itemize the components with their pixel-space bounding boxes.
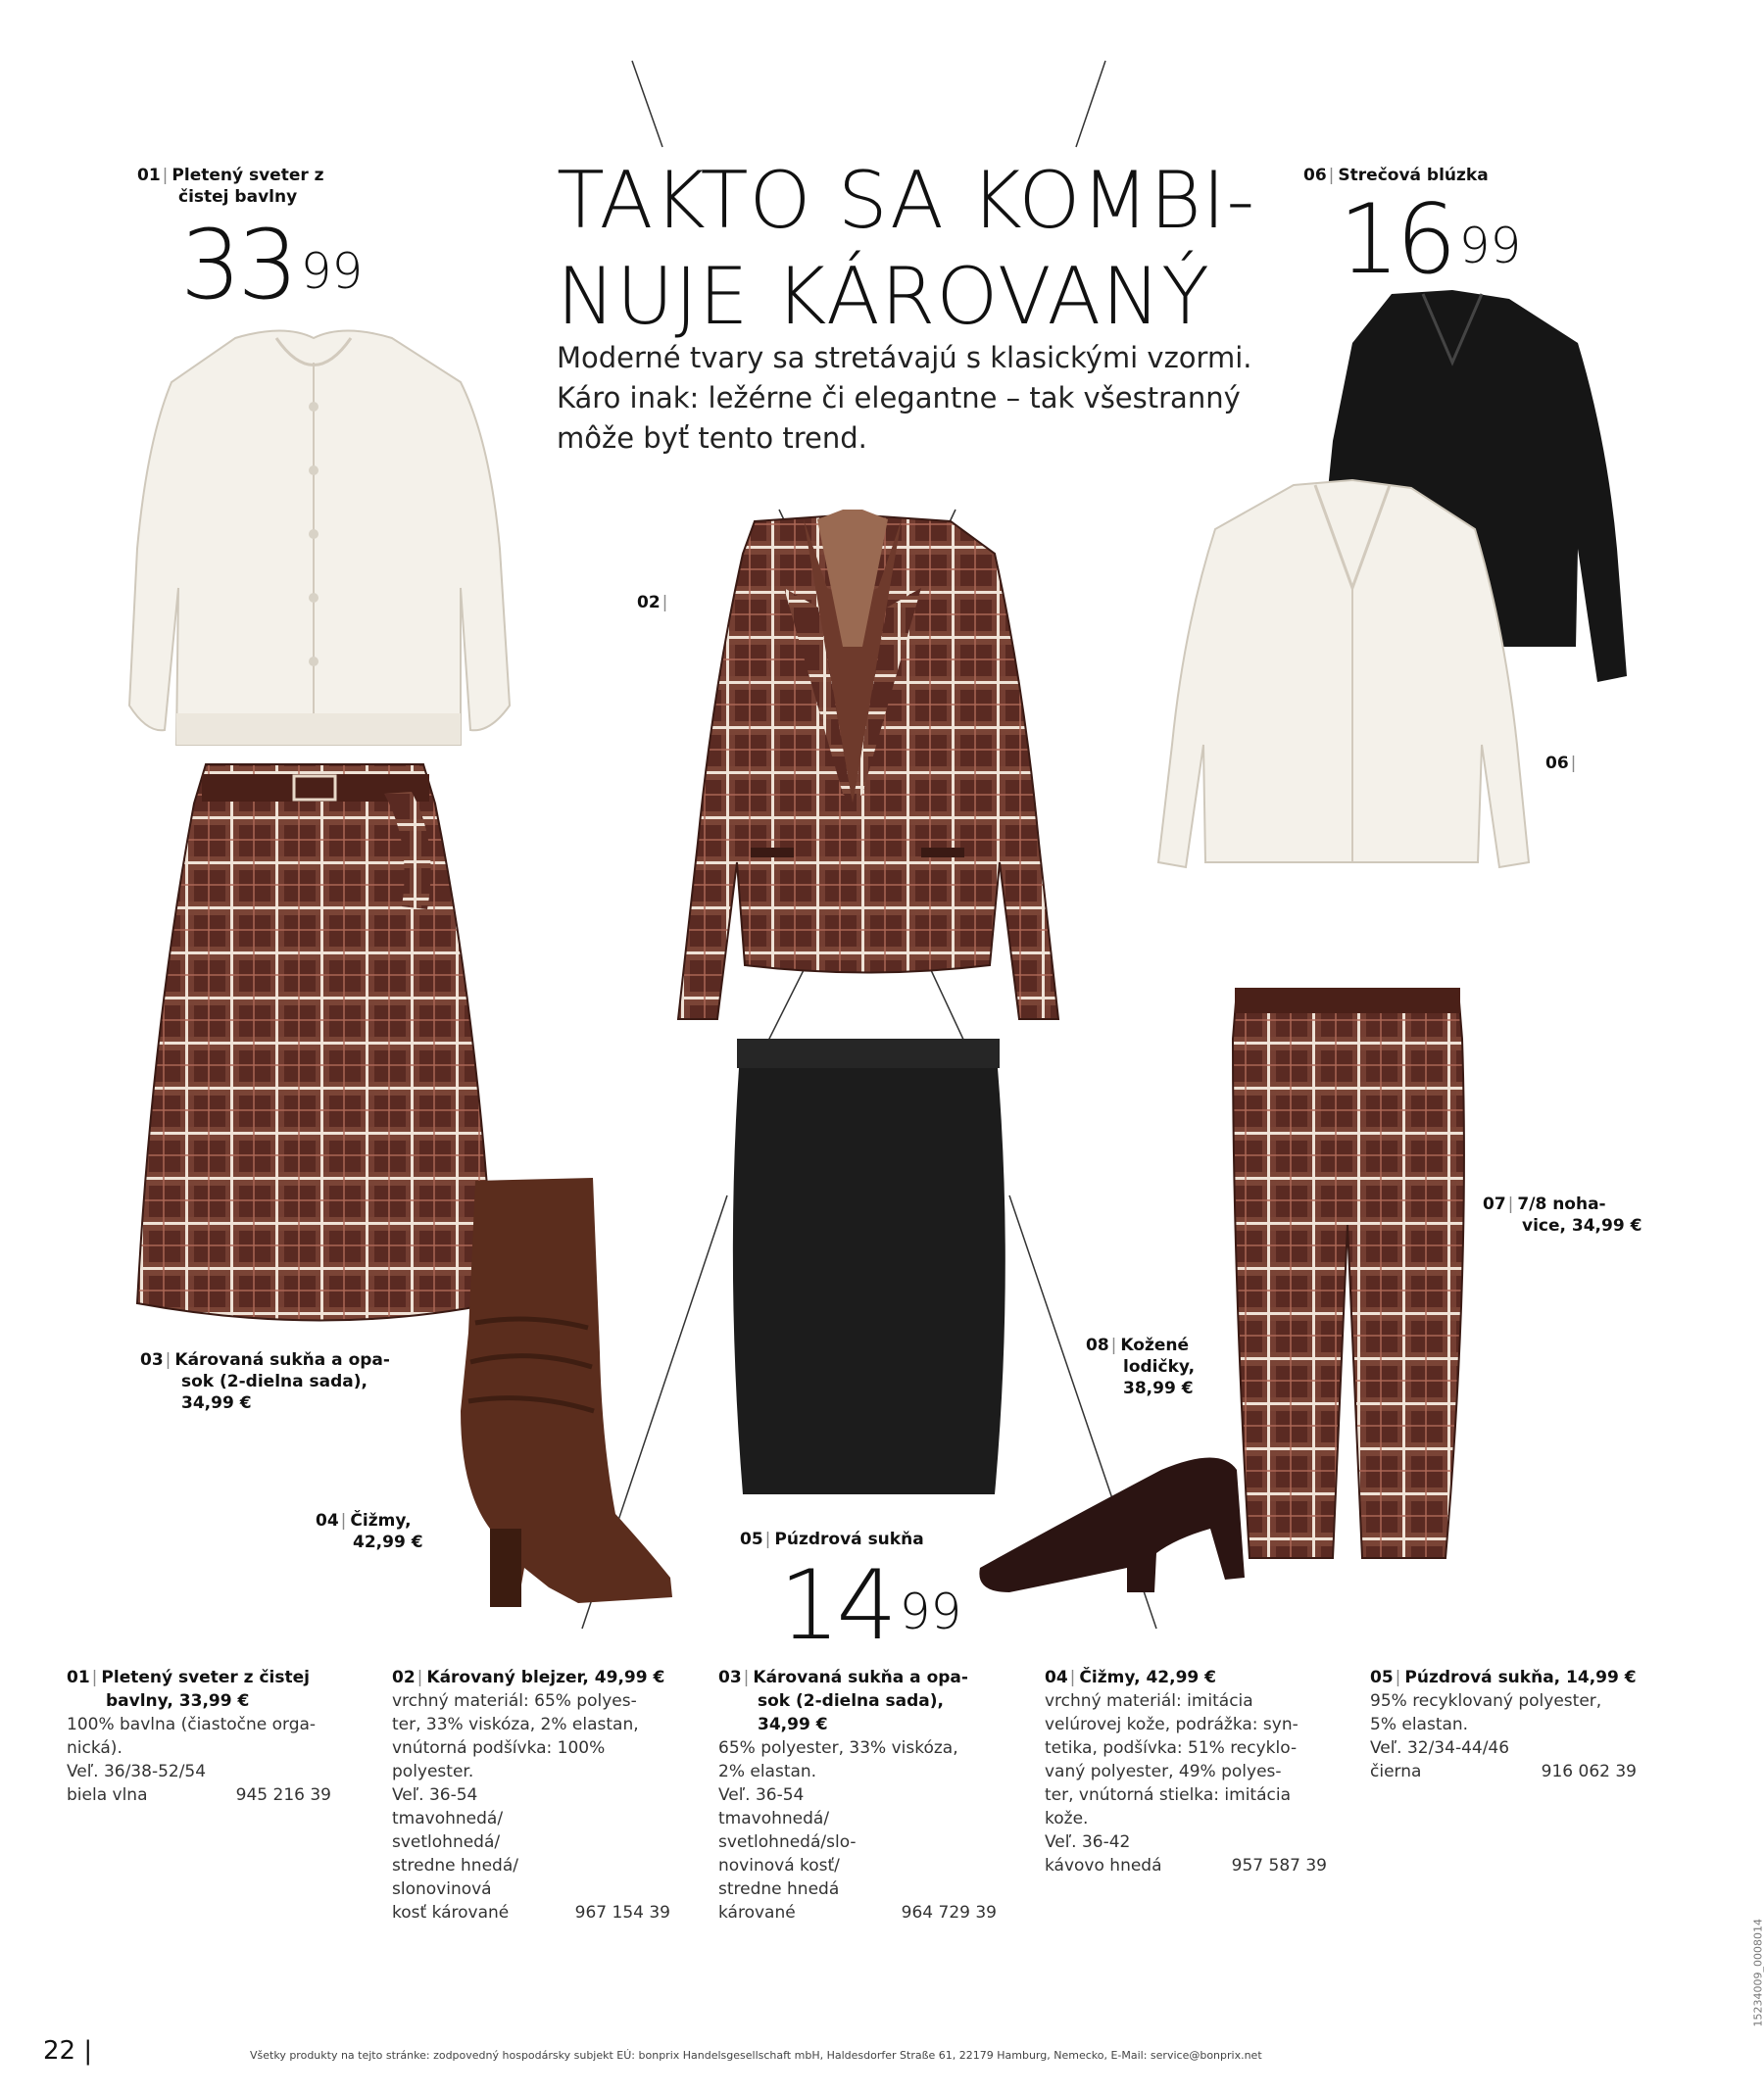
spec-code: 916 062 39: [1541, 1762, 1637, 1781]
intro-line: Moderné tvary sa stretávajú s klasickými vzormi.: [557, 341, 1252, 374]
item-number: 01: [67, 1668, 90, 1687]
label-text: Kožené: [1120, 1336, 1190, 1355]
spec-code: 964 729 39: [901, 1903, 997, 1923]
spec-color: čierna: [1370, 1762, 1422, 1781]
item-number: 03: [140, 1350, 164, 1370]
plaid-trousers-image: [1233, 988, 1464, 1558]
price-05: [779, 1550, 962, 1662]
label-text: 7/8 noha-: [1517, 1194, 1606, 1214]
label-08: 08 | Kožené lodičky, 38,99 €: [1086, 1336, 1196, 1398]
spec-line: Veľ. 36/38-52/54: [67, 1762, 207, 1781]
cardigan-image: [129, 331, 510, 746]
spec-color: biela vlna: [67, 1785, 148, 1805]
spec-line: polyester.: [392, 1762, 474, 1781]
pencil-skirt-image: [733, 1039, 1005, 1494]
vertical-code: 15234009_0008014: [1751, 1919, 1764, 2027]
item-number: 03: [718, 1668, 742, 1687]
label-01: 01 | Pletený sveter z čistej bavlny: [137, 166, 324, 207]
label-text: Pletený sveter z: [172, 166, 324, 185]
label-03: 03 | Károvaná sukňa a opa- sok (2-dielna sada), 34,99 €: [140, 1350, 390, 1413]
label-02: 02 |: [637, 593, 668, 612]
spec-02: 02 | Károvaný blejzer, 49,99 € vrchný materiál: 65% polyes- ter, 33% viskóza, 2% elastan, vnútorná podšívka: 100% polyester. Veľ. 36-54 tmavohnedá/ svetlohnedá/ stredne hnedá/ slonovinová kosť kárované 967 154 39: [392, 1668, 670, 1923]
label-text: Čižmy,: [350, 1511, 412, 1531]
spec-line: vaný polyester, 49% polyes-: [1045, 1762, 1282, 1781]
page-number: 22 |: [43, 2036, 93, 2066]
item-number: 04: [316, 1511, 339, 1531]
label-text: Strečová blúzka: [1338, 166, 1489, 185]
item-number: 04: [1045, 1668, 1068, 1687]
plaid-skirt-image: [137, 764, 495, 1321]
spec-color: kárované: [718, 1903, 796, 1923]
spec-title: bavlny, 33,99 €: [106, 1691, 250, 1711]
white-blouse-image: [1158, 480, 1529, 867]
item-number: 05: [1370, 1668, 1394, 1687]
spec-title: Čižmy, 42,99 €: [1079, 1668, 1216, 1687]
price-main: 14: [779, 1550, 894, 1662]
price-cents: 99: [899, 1584, 962, 1640]
boot-image: [461, 1178, 672, 1607]
intro-line: môže byť tento trend.: [557, 421, 867, 455]
spec-title: Pletený sveter z čistej: [101, 1668, 310, 1687]
headline: [557, 153, 1255, 345]
footer-legal-text: Všetky produkty na tejto stránke: zodpovedný hospodársky subjekt EÚ: bonprix Handelsgesellschaft mbH, Haldesdorfer Straße 61, 22179 Hamburg, Nemecko, E-Mail: service@bonprix.net: [250, 2049, 1262, 2062]
label-text: 38,99 €: [1123, 1379, 1194, 1398]
item-number: 02: [637, 593, 661, 612]
deco-line: [632, 61, 662, 147]
spec-color: kávovo hnedá: [1045, 1856, 1162, 1876]
spec-line: 5% elastan.: [1370, 1715, 1469, 1734]
item-number: 01: [137, 166, 161, 185]
spec-line: tmavohnedá/: [718, 1809, 830, 1828]
item-number: 07: [1483, 1194, 1506, 1214]
item-number: 08: [1086, 1336, 1109, 1355]
spec-line: tetika, podšívka: 51% recyklo-: [1045, 1738, 1298, 1758]
intro-line: Káro inak: ležérne či elegantne – tak všestranný: [557, 381, 1241, 414]
spec-color: kosť kárované: [392, 1903, 510, 1923]
headline-line2: NUJE KÁROVANÝ: [557, 251, 1210, 342]
spec-code: 957 587 39: [1231, 1856, 1327, 1876]
label-06: 06 | Strečová blúzka: [1303, 166, 1489, 185]
spec-line: Veľ. 32/34-44/46: [1370, 1738, 1510, 1758]
spec-line: vrchný materiál: imitácia: [1045, 1691, 1253, 1711]
spec-title: Púzdrová sukňa, 14,99 €: [1404, 1668, 1637, 1687]
label-text: sok (2-dielna sada),: [181, 1372, 368, 1391]
price-main: 16: [1339, 184, 1453, 296]
label-04: 04 | Čižmy, 42,99 €: [316, 1511, 423, 1552]
item-number: 06: [1545, 754, 1569, 773]
spec-line: Veľ. 36-42: [1045, 1832, 1131, 1852]
spec-line: svetlohnedá/: [392, 1832, 501, 1852]
spec-line: 2% elastan.: [718, 1762, 817, 1781]
price-main: 33: [180, 210, 295, 321]
spec-01: 01 | Pletený sveter z čistej bavlny, 33,99 € 100% bavlna (čiastočne orga- nická). Veľ. 36/38-52/54 biela vlna 945 216 39: [67, 1668, 331, 1805]
spec-title: Károvaná sukňa a opa-: [753, 1668, 968, 1687]
spec-code: 945 216 39: [235, 1785, 331, 1805]
label-text: 42,99 €: [353, 1533, 423, 1552]
spec-line: 65% polyester, 33% viskóza,: [718, 1738, 958, 1758]
spec-05: 05 | Púzdrová sukňa, 14,99 € 95% recyklovaný polyester, 5% elastan. Veľ. 32/34-44/46 čierna 916 062 39: [1370, 1668, 1637, 1781]
price-01: [180, 210, 364, 321]
spec-line: vrchný materiál: 65% polyes-: [392, 1691, 637, 1711]
label-05: 05 | Púzdrová sukňa: [740, 1530, 924, 1549]
item-number: 02: [392, 1668, 416, 1687]
deco-line: [1076, 61, 1105, 147]
spec-line: Veľ. 36-54: [392, 1785, 478, 1805]
spec-line: ter, vnútorná stielka: imitácia: [1045, 1785, 1291, 1805]
spec-line: 95% recyklovaný polyester,: [1370, 1691, 1602, 1711]
spec-title: sok (2-dielna sada),: [758, 1691, 944, 1711]
intro-text: [557, 338, 1262, 459]
headline-line1: TAKTO SA KOMBI-: [557, 155, 1256, 246]
label-text: čistej bavlny: [178, 187, 298, 207]
deco-line: [764, 970, 804, 1048]
spec-line: nická).: [67, 1738, 122, 1758]
label-text: lodičky,: [1123, 1357, 1196, 1377]
spec-line: velúrovej kože, podrážka: syn-: [1045, 1715, 1298, 1734]
deco-line: [931, 970, 965, 1044]
spec-code: 967 154 39: [574, 1903, 670, 1923]
item-number: 05: [740, 1530, 763, 1549]
spec-line: kože.: [1045, 1809, 1089, 1828]
spec-line: novinová kosť/: [718, 1856, 840, 1876]
label-text: Púzdrová sukňa: [774, 1530, 924, 1549]
spec-line: tmavohnedá/: [392, 1809, 504, 1828]
price-cents: 99: [1458, 218, 1522, 274]
label-text: vice, 34,99 €: [1522, 1216, 1642, 1236]
spec-line: slonovinová: [392, 1879, 492, 1899]
spec-line: ter, 33% viskóza, 2% elastan,: [392, 1715, 639, 1734]
spec-line: Veľ. 36-54: [718, 1785, 805, 1805]
spec-line: vnútorná podšívka: 100%: [392, 1738, 606, 1758]
label-07: 07 | 7/8 noha- vice, 34,99 €: [1483, 1194, 1642, 1236]
spec-line: stredne hnedá: [718, 1879, 840, 1899]
spec-04: 04 | Čižmy, 42,99 € vrchný materiál: imitácia velúrovej kože, podrážka: syn- tetika, podšívka: 51% recyklo- vaný polyester, 49% polyes- ter, vnútorná stielka: imitácia kože. Veľ. 36-42 kávovo hnedá 957 587 39: [1045, 1668, 1327, 1876]
price-cents: 99: [300, 243, 364, 300]
spec-title: 34,99 €: [758, 1715, 828, 1734]
pump-shoe-image: [979, 1458, 1245, 1593]
label-06b: 06 |: [1545, 754, 1577, 773]
spec-title: Károvaný blejzer, 49,99 €: [426, 1668, 665, 1687]
plaid-blazer-image: [678, 510, 1058, 1019]
spec-line: stredne hnedá/: [392, 1856, 518, 1876]
spec-line: 100% bavlna (čiastočne orga-: [67, 1715, 317, 1734]
spec-line: svetlohnedá/slo-: [718, 1832, 857, 1852]
label-text: Károvaná sukňa a opa-: [174, 1350, 390, 1370]
item-number: 06: [1303, 166, 1327, 185]
spec-03: 03 | Károvaná sukňa a opa- sok (2-dielna sada), 34,99 € 65% polyester, 33% viskóza, 2% elastan. Veľ. 36-54 tmavohnedá/ svetlohnedá/slo- novinová kosť/ stredne hnedá kárované 964 729 39: [718, 1668, 997, 1923]
label-text: 34,99 €: [181, 1393, 252, 1413]
price-06: [1339, 184, 1522, 296]
